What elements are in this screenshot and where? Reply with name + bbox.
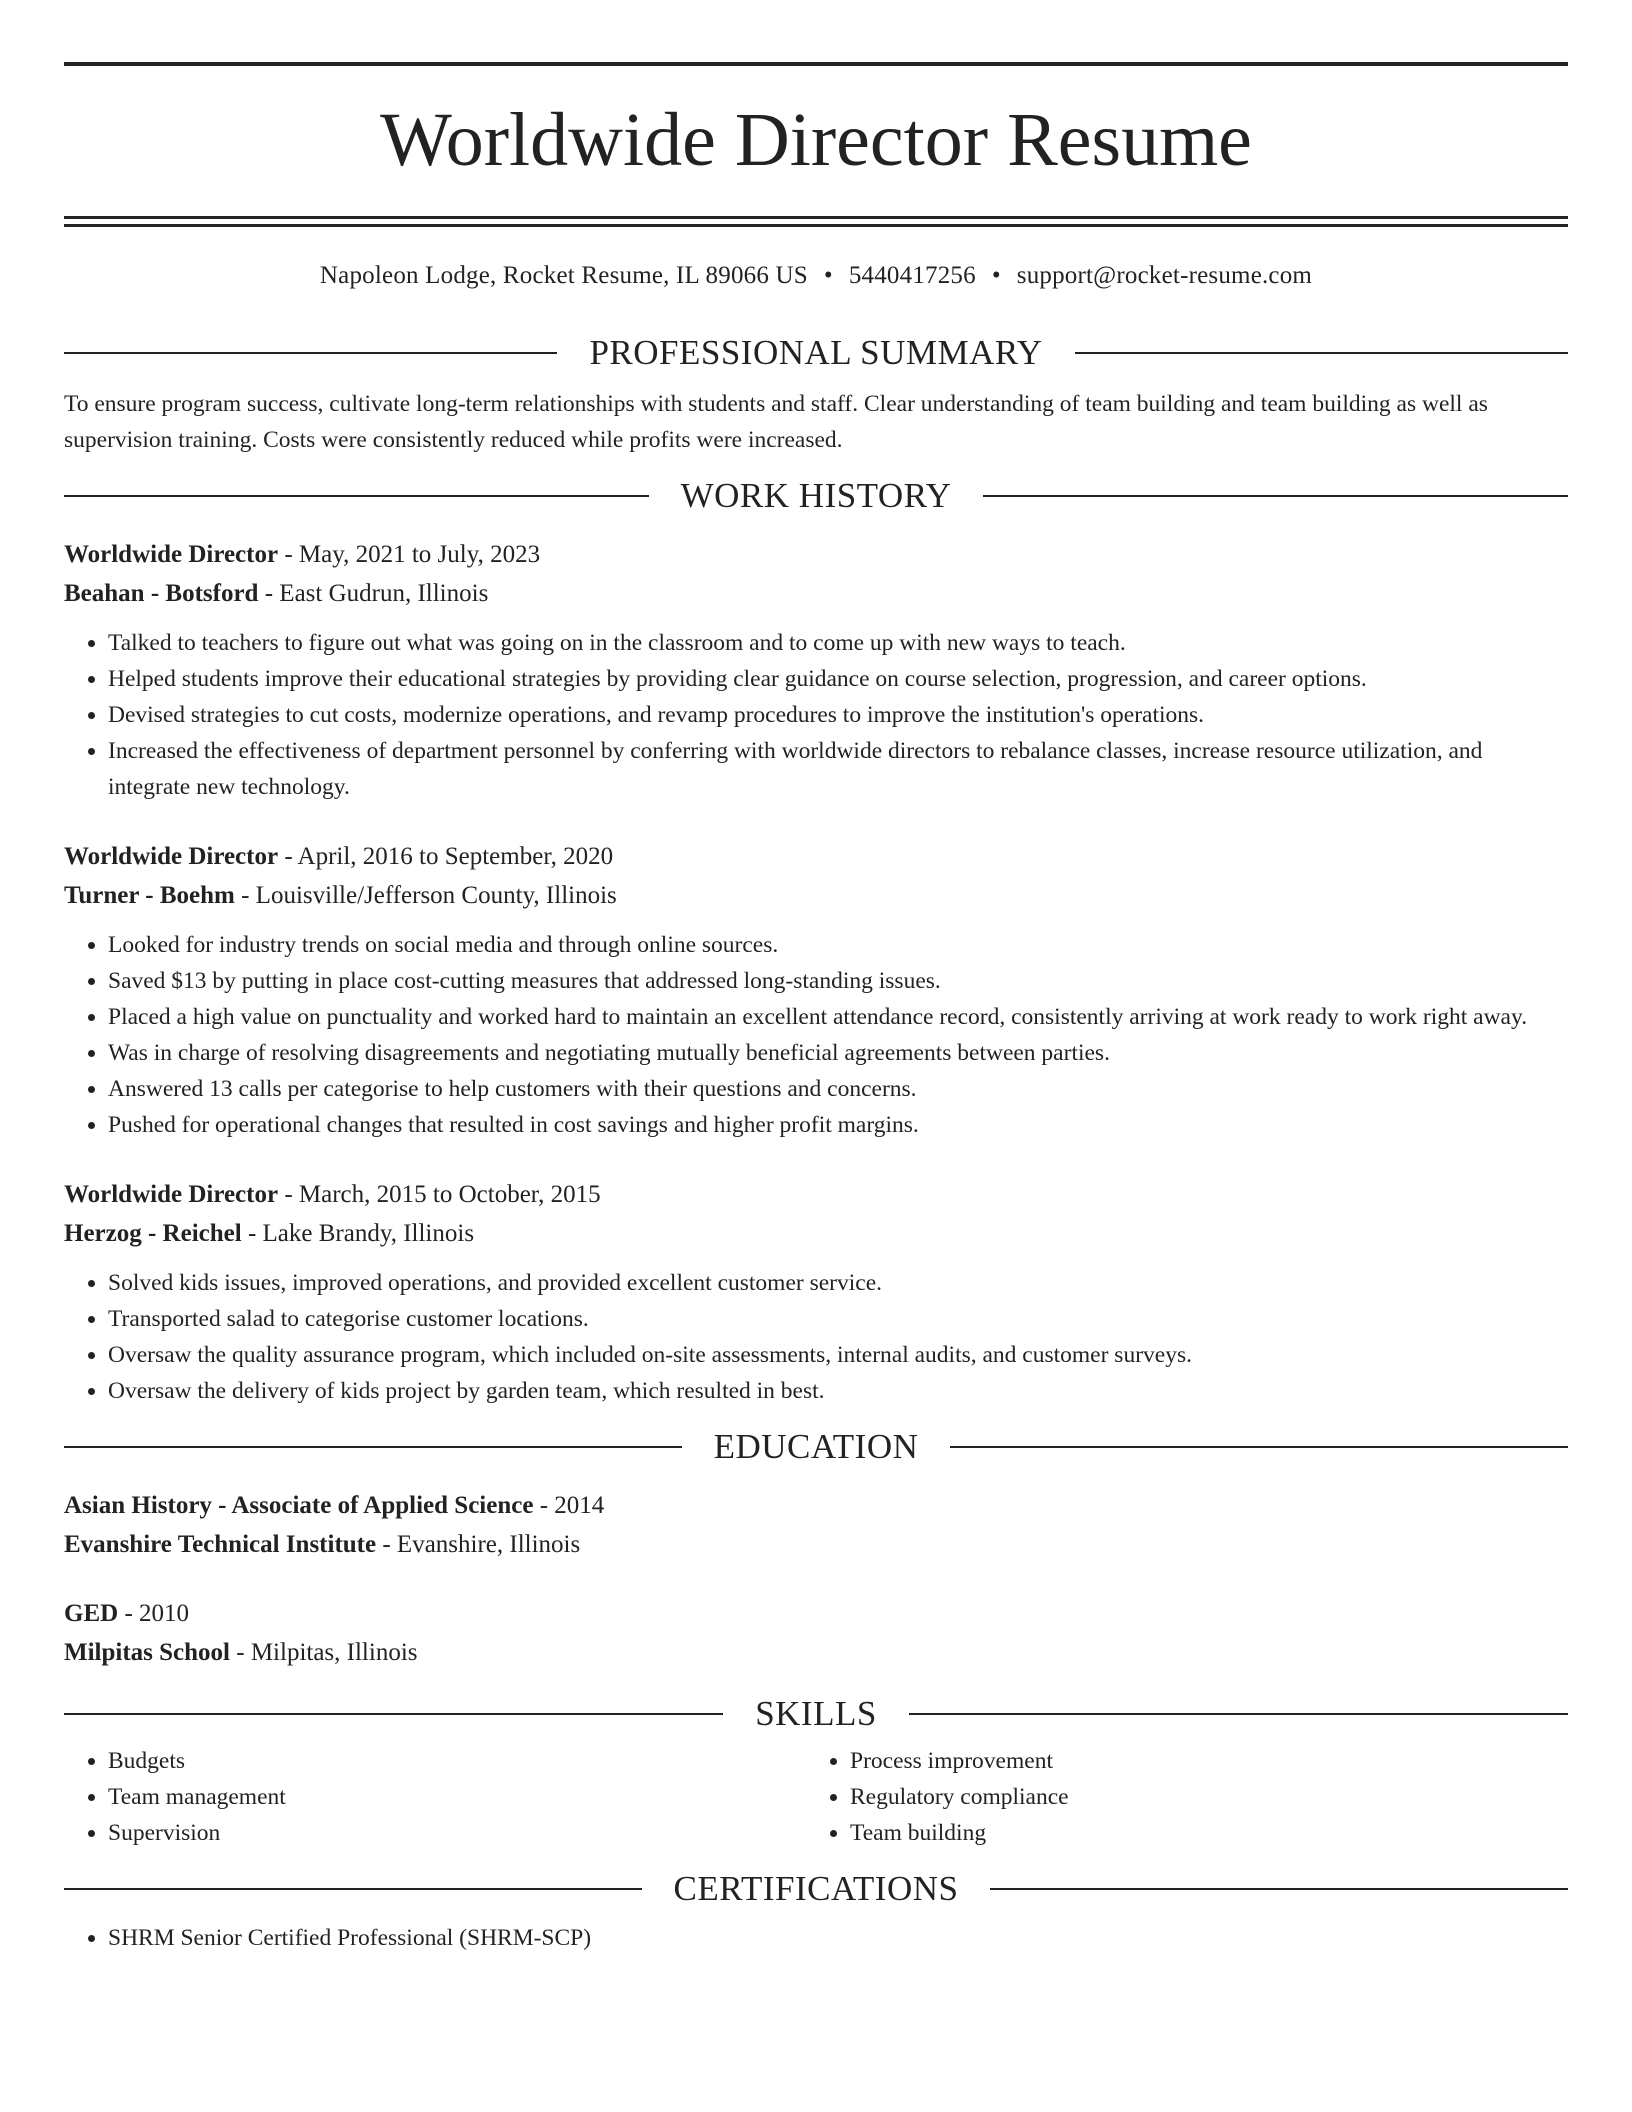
contact-separator: • <box>991 262 1001 289</box>
section-rule-right <box>990 1888 1568 1890</box>
section-rule-right <box>909 1713 1568 1715</box>
page-title: Worldwide Director Resume <box>380 98 1252 182</box>
section-header-work <box>64 478 1568 513</box>
list-item: • Supervision <box>108 1815 806 1851</box>
job-entry <box>64 837 1568 1143</box>
list-item: • Talked to teachers to figure out what was going on in the classroom and to come up with new ways to teach. <box>108 625 1568 661</box>
section-rule-left <box>64 1713 723 1715</box>
job-location: - Lake Brandy, Illinois <box>241 1220 475 1247</box>
section-title-certifications: CERTIFICATIONS <box>673 1869 959 1908</box>
top-rule <box>64 62 1568 66</box>
education-school: Evanshire Technical Institute <box>64 1531 377 1558</box>
job-company-line <box>64 1214 1568 1253</box>
title-double-rule <box>64 216 1568 227</box>
education-school-line <box>64 1633 1568 1672</box>
section-rule-left <box>64 1446 682 1448</box>
section-rule-left <box>64 352 557 354</box>
education-entry <box>64 1594 1568 1672</box>
section-rule-right <box>1075 352 1568 354</box>
section-header-skills <box>64 1696 1568 1731</box>
job-title: Worldwide Director <box>64 843 279 870</box>
contact-separator: • <box>823 262 833 289</box>
job-company-line <box>64 574 1568 613</box>
section-rule-right <box>950 1446 1568 1448</box>
job-entry <box>64 1175 1568 1409</box>
list-item: • Increased the effectiveness of department personnel by conferring with worldwide directors to rebalance classes, increase resource utilization, and integrate new technology. <box>108 733 1568 805</box>
list-item: • Oversaw the delivery of kids project by garden team, which resulted in best. <box>108 1373 1568 1409</box>
list-item: • Helped students improve their educational strategies by providing clear guidance on course selection, progression, and career options. <box>108 661 1568 697</box>
education-entry <box>64 1486 1568 1564</box>
section-header-certifications <box>64 1871 1568 1906</box>
job-title: Worldwide Director <box>64 1181 279 1208</box>
skills-grid <box>64 1743 1568 1851</box>
certifications-list <box>64 1920 1568 1956</box>
skills-column-left <box>64 1743 806 1851</box>
contact-line <box>64 263 1568 288</box>
section-header-education <box>64 1429 1568 1464</box>
section-rule-left <box>64 495 649 497</box>
summary-text: To ensure program success, cultivate long-term relationships with students and staff. Clear understanding of team building and team building as well as supervision training. Costs were consistently reduced while profits were increased. <box>64 391 1488 453</box>
job-dates: - May, 2021 to July, 2023 <box>278 541 541 568</box>
contact-email: support@rocket-resume.com <box>1016 262 1313 289</box>
job-location: - Louisville/Jefferson County, Illinois <box>234 882 617 909</box>
job-entry <box>64 535 1568 805</box>
list-item: • Oversaw the quality assurance program, which included on-site assessments, internal audits, and customer surveys. <box>108 1337 1568 1373</box>
section-header-summary <box>64 335 1568 370</box>
job-dates: - April, 2016 to September, 2020 <box>278 843 614 870</box>
section-title-work: WORK HISTORY <box>680 476 952 515</box>
job-title-line <box>64 837 1568 876</box>
education-year: - 2010 <box>118 1600 190 1627</box>
list-item: • Placed a high value on punctuality and worked hard to maintain an excellent attendance record, consistently arriving at work ready to work right away. <box>108 999 1568 1035</box>
list-item: • Pushed for operational changes that resulted in cost savings and higher profit margins. <box>108 1107 1568 1143</box>
education-school: Milpitas School <box>64 1639 230 1666</box>
education-location: - Milpitas, Illinois <box>230 1639 418 1666</box>
education-degree: Asian History - Associate of Applied Science <box>64 1492 534 1519</box>
job-company: Beahan - Botsford <box>64 580 259 607</box>
list-item: • Solved kids issues, improved operations, and provided excellent customer service. <box>108 1265 1568 1301</box>
job-company: Turner - Boehm <box>64 882 235 909</box>
section-title-skills: SKILLS <box>755 1694 877 1733</box>
job-bullets <box>64 625 1568 805</box>
section-rule-right <box>983 495 1568 497</box>
education-location: - Evanshire, Illinois <box>376 1531 581 1558</box>
job-bullets <box>64 1265 1568 1409</box>
list-item: • Team building <box>850 1815 1548 1851</box>
contact-phone: 5440417256 <box>848 262 976 289</box>
list-item: • Devised strategies to cut costs, modernize operations, and revamp procedures to improve the institution's operations. <box>108 697 1568 733</box>
skills-column-right <box>806 1743 1548 1851</box>
education-degree-line <box>64 1486 1568 1525</box>
list-item: • SHRM Senior Certified Professional (SHRM-SCP) <box>108 1920 1568 1956</box>
education-school-line <box>64 1525 1568 1564</box>
job-dates: - March, 2015 to October, 2015 <box>278 1181 601 1208</box>
job-bullets <box>64 927 1568 1143</box>
job-title-line <box>64 1175 1568 1214</box>
job-title-line <box>64 535 1568 574</box>
list-item: • Looked for industry trends on social media and through online sources. <box>108 927 1568 963</box>
section-rule-left <box>64 1888 642 1890</box>
contact-address: Napoleon Lodge, Rocket Resume, IL 89066 US <box>319 262 808 289</box>
education-year: - 2014 <box>533 1492 605 1519</box>
list-item: • Team management <box>108 1779 806 1815</box>
education-degree: GED <box>64 1600 119 1627</box>
job-company-line <box>64 876 1568 915</box>
list-item: • Transported salad to categorise customer locations. <box>108 1301 1568 1337</box>
list-item: • Budgets <box>108 1743 806 1779</box>
section-title-education: EDUCATION <box>713 1427 919 1466</box>
job-title: Worldwide Director <box>64 541 279 568</box>
section-title-summary: PROFESSIONAL SUMMARY <box>589 333 1043 372</box>
education-degree-line <box>64 1594 1568 1633</box>
list-item: • Saved $13 by putting in place cost-cutting measures that addressed long-standing issues. <box>108 963 1568 999</box>
job-location: - East Gudrun, Illinois <box>258 580 489 607</box>
list-item: • Process improvement <box>850 1743 1548 1779</box>
list-item: • Was in charge of resolving disagreements and negotiating mutually beneficial agreements between parties. <box>108 1035 1568 1071</box>
list-item: • Answered 13 calls per categorise to help customers with their questions and concerns. <box>108 1071 1568 1107</box>
list-item: • Regulatory compliance <box>850 1779 1548 1815</box>
job-company: Herzog - Reichel <box>64 1220 242 1247</box>
